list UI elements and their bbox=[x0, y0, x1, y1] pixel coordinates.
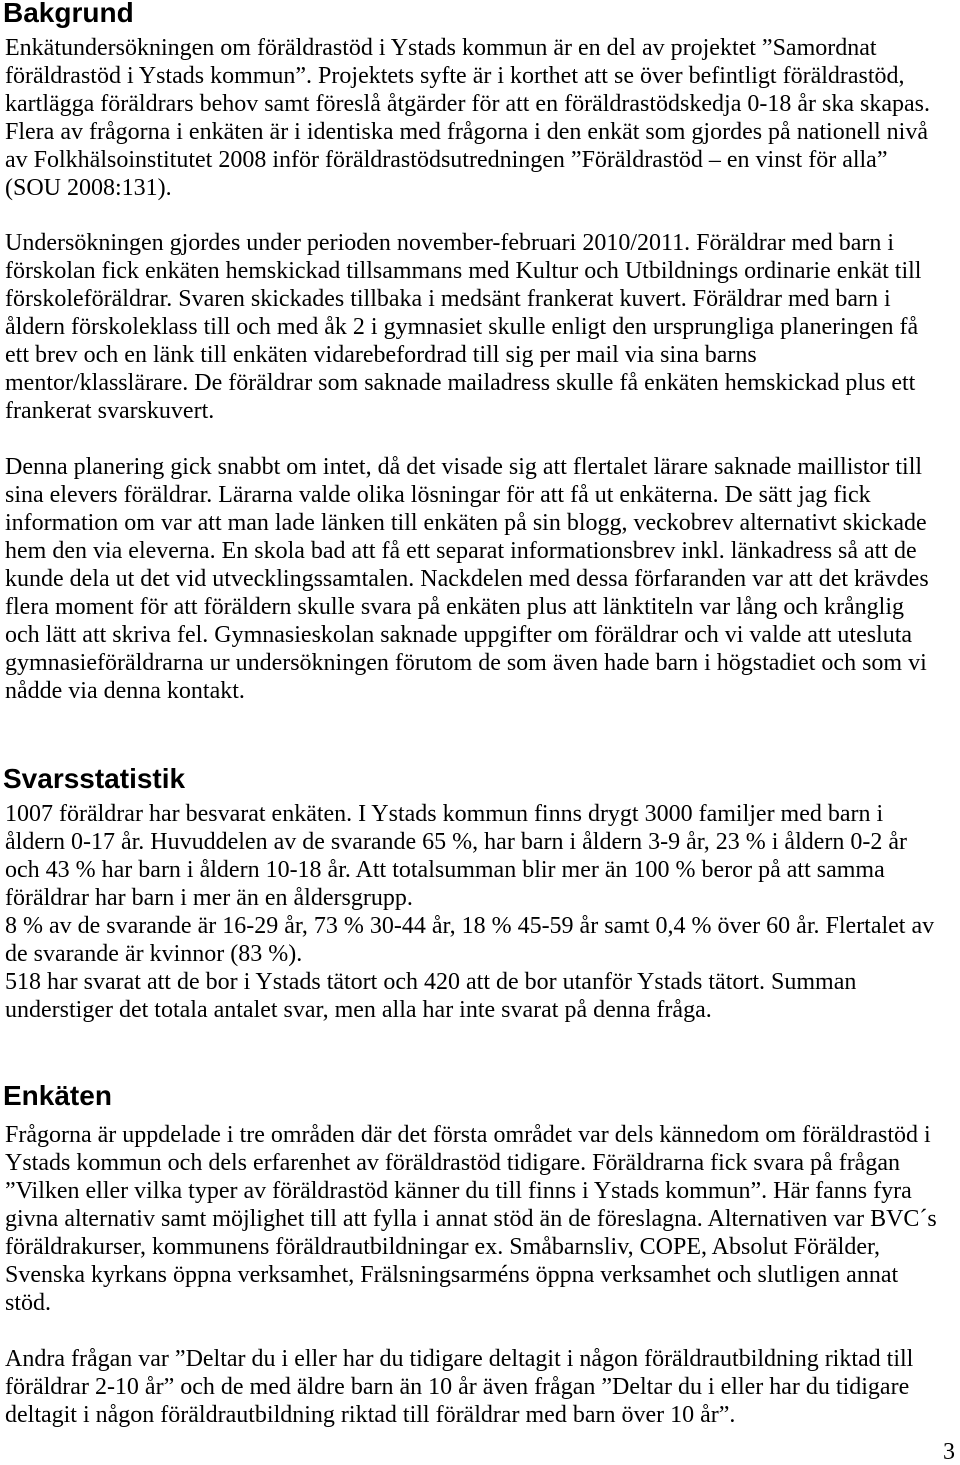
paragraph-line: förskolan fick enkäten hemskickad tillsammans med Kultur och Utbildnings ordinarie enkät till bbox=[5, 258, 922, 284]
paragraph-line: ”Vilken eller vilka typer av föräldrastöd känner du till finns i Ystads kommun”. Här fanns fyra bbox=[5, 1178, 912, 1204]
paragraph-line: föräldrar har barn i mer än en åldersgrupp. bbox=[5, 885, 413, 911]
paragraph-line: och 43 % har barn i åldern 10-18 år. Att totalsumman blir mer än 100 % beror på att samma bbox=[5, 857, 885, 883]
paragraph-line: åldern 0-17 år. Huvuddelen av de svarande 65 %, har barn i åldern 3-9 år, 23 % i åldern 0-2 år bbox=[5, 829, 908, 855]
paragraph-line: 8 % av de svarande är 16-29 år, 73 % 30-44 år, 18 % 45-59 år samt 0,4 % över 60 år. Flertalet av bbox=[5, 913, 935, 939]
paragraph-line: understiger det totala antalet svar, men alla har inte svarat på denna fråga. bbox=[5, 997, 712, 1023]
paragraph-line: stöd. bbox=[5, 1290, 52, 1316]
paragraph-line: mentor/klasslärare. De föräldrar som saknade mailadress skulle få enkäten hemskickad plus ett bbox=[5, 370, 916, 396]
paragraph-line: Enkätundersökningen om föräldrastöd i Ystads kommun är en del av projektet ”Samordnat bbox=[5, 35, 877, 61]
paragraph-line: ett brev och en länk till enkäten vidarebefordrad till sig per mail via sina barns bbox=[5, 342, 757, 368]
paragraph-line: frankerat svarskuvert. bbox=[5, 398, 215, 424]
paragraph-line: deltagit i någon föräldrautbildning riktad till föräldrar med barn över 10 år”. bbox=[5, 1402, 736, 1428]
paragraph-line: hem den via eleverna. En skola bad att få ett separat informationsbrev inkl. länkadress så att de bbox=[5, 538, 917, 564]
paragraph-line: Frågorna är uppdelade i tre områden där det första området var dels kännedom om föräldrastöd i bbox=[5, 1122, 931, 1148]
paragraph-line: 1007 föräldrar har besvarat enkäten. I Ystads kommun finns drygt 3000 familjer med barn i bbox=[5, 801, 884, 827]
paragraph-line: gymnasieföräldrarna ur undersökningen förutom de som även hade barn i högstadiet och som vi bbox=[5, 650, 927, 676]
paragraph-line: de svarande är kvinnor (83 %). bbox=[5, 941, 303, 967]
paragraph-line: och lätt att skriva fel. Gymnasieskolan saknade uppgifter om föräldrar och vi valde att utesluta bbox=[5, 622, 913, 648]
paragraph-background-method bbox=[5, 229, 921, 425]
paragraph-line: föräldrar 2-10 år” och de med äldre barn än 10 år även frågan ”Deltar du i eller har du tidigare bbox=[5, 1374, 910, 1400]
paragraph-line: Svenska kyrkans öppna verksamhet, Frälsningsarméns öppna verksamhet och slutligen annat bbox=[5, 1262, 899, 1288]
paragraph-line: föräldrakurser, kommunens föräldrautbildningar ex. Småbarnsliv, COPE, Absolut Förälder, bbox=[5, 1234, 881, 1260]
paragraph-statistics bbox=[5, 800, 934, 1024]
paragraph-line: förskoleföräldrar. Svaren skickades tillbaka i medsänt frankerat kuvert. Föräldrar med barn i bbox=[5, 286, 891, 312]
paragraph-line: Ystads kommun och dels erfarenhet av föräldrastöd tidigare. Föräldrarna fick svara på frågan bbox=[5, 1150, 900, 1176]
paragraph-survey-second-question bbox=[5, 1345, 913, 1429]
paragraph-line: 518 har svarat att de bor i Ystads tätort och 420 att de bor utanför Ystads tätort. Summan bbox=[5, 969, 857, 995]
paragraph-line: åldern förskoleklass till och med åk 2 i gymnasiet skulle enligt den ursprungliga planeringen få bbox=[5, 314, 919, 340]
paragraph-line: kartlägga föräldrars behov samt föreslå åtgärder för att en föräldrastödskedja 0-18 år ska skapas. bbox=[5, 91, 930, 117]
paragraph-line: information om var att man lade länken till enkäten på sin blogg, veckobrev alternativt skickade bbox=[5, 510, 927, 536]
paragraph-line: sina elevers föräldrar. Lärarna valde olika lösningar för att få ut enkäterna. De sätt jag fick bbox=[5, 482, 871, 508]
section-heading-bakgrund: Bakgrund bbox=[3, 0, 134, 28]
section-heading-svarsstatistik: Svarsstatistik bbox=[3, 763, 186, 794]
paragraph-background-intro bbox=[5, 34, 930, 202]
paragraph-line: flera moment för att föräldern skulle svara på enkäten plus att länktiteln var lång och krånglig bbox=[5, 594, 905, 620]
paragraph-line: föräldrastöd i Ystads kommun”. Projektets syfte är i korthet att se över befintligt föräldrastöd, bbox=[5, 63, 905, 89]
paragraph-line: av Folkhälsoinstitutet 2008 inför föräldrastödsutredningen ”Föräldrastöd – en vinst för alla” bbox=[5, 147, 888, 173]
paragraph-line: Denna planering gick snabbt om intet, då det visade sig att flertalet lärare saknade maillistor till bbox=[5, 454, 923, 480]
paragraph-line: Andra frågan var ”Deltar du i eller har du tidigare deltagit i någon föräldrautbildning riktad till bbox=[5, 1346, 914, 1372]
section-heading-enkaten: Enkäten bbox=[3, 1080, 112, 1111]
paragraph-line: Undersökningen gjordes under perioden november-februari 2010/2011. Föräldrar med barn i bbox=[5, 230, 895, 256]
paragraph-line: nådde via denna kontakt. bbox=[5, 678, 245, 704]
paragraph-line: givna alternativ samt möjlighet till att fylla i annat stöd än de föreslagna. Alternativen var BVC´s bbox=[5, 1206, 937, 1232]
paragraph-background-outcome bbox=[5, 453, 929, 705]
paragraph-line: Flera av frågorna i enkäten är i identiska med frågorna i den enkät som gjordes på nationell nivå bbox=[5, 119, 929, 145]
page-number: 3 bbox=[943, 1439, 955, 1465]
paragraph-survey-first-question bbox=[5, 1121, 937, 1317]
paragraph-line: kunde dela ut det vid utvecklingssamtalen. Nackdelen med dessa förfaranden var att det krävdes bbox=[5, 566, 929, 592]
paragraph-line: (SOU 2008:131). bbox=[5, 175, 172, 201]
